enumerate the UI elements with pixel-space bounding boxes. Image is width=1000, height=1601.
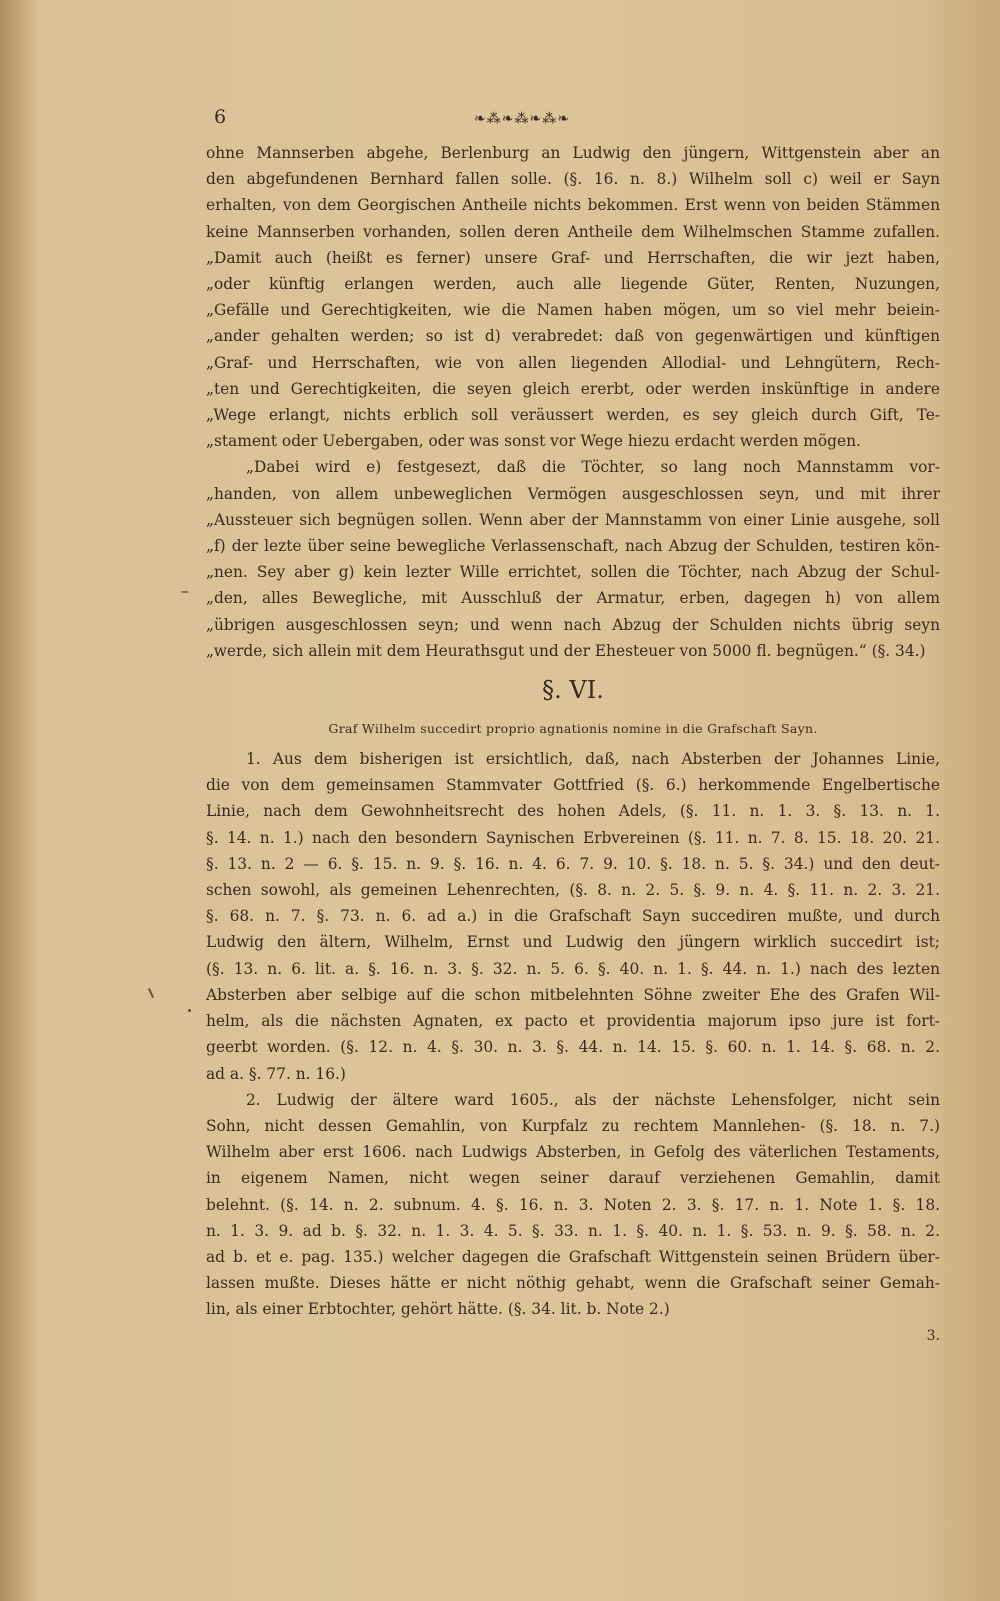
paragraph-1 — [206, 140, 940, 454]
text-line: „f) der lezte über seine bewegliche Verlassenschaft, nach Abzug der Schulden, testiren kön- — [206, 537, 940, 556]
text-line: ad a. §. 77. n. 16.) — [206, 1064, 346, 1083]
text-line: (§. 13. n. 6. lit. a. §. 16. n. 3. §. 32. n. 5. 6. §. 40. n. 1. §. 44. n. 1.) nach des lezten — [206, 959, 940, 978]
text-line: schen sowohl, als gemeinen Lehenrechten, (§. 8. n. 2. 5. §. 9. n. 4. §. 11. n. 2. 3. 21. — [206, 881, 940, 900]
paragraph-2 — [206, 454, 940, 664]
text-line: „übrigen ausgeschlossen seyn; und wenn nach Abzug der Schulden nichts übrig seyn — [206, 615, 940, 634]
text-line: „Graf- und Herrschaften, wie von allen liegenden Allodial- und Lehngütern, Rech- — [206, 353, 940, 372]
text-line: ohne Mannserben abgehe, Berlenburg an Ludwig den jüngern, Wittgenstein aber an — [206, 144, 940, 162]
text-line: keine Mannserben vorhanden, sollen deren Antheile dem Wilhelmschen Stamme zufallen. — [206, 222, 940, 241]
text-line: §. 13. n. 2 — 6. §. 15. n. 9. §. 16. n. 4. 6. 7. 9. 10. §. 18. n. 5. §. 34.) und den deut- — [206, 854, 940, 873]
catchword: 3. — [926, 1327, 940, 1344]
margin-dot — [188, 1009, 191, 1012]
text-line: Linie, nach dem Gewohnheitsrecht des hohen Adels, (§. 11. n. 1. 3. §. 13. n. 1. — [206, 802, 940, 821]
paragraph-4 — [206, 1087, 940, 1323]
text-line: „ander gehalten werden; so ist d) verabredet: daß von gegenwärtigen und künftigen — [206, 327, 940, 346]
text-line: helm, als die nächsten Agnaten, ex pacto et providentia majorum ipso jure ist fort- — [206, 1012, 940, 1031]
footer-row — [206, 1323, 940, 1349]
text-block — [206, 100, 940, 1349]
text-line: „Gefälle und Gerechtigkeiten, wie die Namen haben mögen, um so viel mehr beiein- — [206, 301, 940, 320]
paragraph-3 — [206, 746, 940, 1087]
text-line: Sohn, nicht dessen Gemahlin, von Kurpfalz zu rechtem Mannlehen- (§. 18. n. 7.) — [206, 1116, 940, 1135]
text-line: Absterben aber selbige auf die schon mitbelehnten Söhne zweiter Ehe des Grafen Wil- — [206, 985, 940, 1004]
text-line: §. 14. n. 1.) nach den besondern Saynischen Erbvereinen (§. 11. n. 7. 8. 15. 18. 20. 21. — [206, 828, 940, 847]
text-line: lin, als einer Erbtochter, gehört hätte. (§. 34. lit. b. Note 2.) — [206, 1300, 670, 1319]
text-line: 2. Ludwig der ältere ward 1605., als der nächste Lehensfolger, nicht sein — [246, 1090, 940, 1109]
text-line: lassen mußte. Dieses hätte er nicht nöthig gehabt, wenn die Grafschaft seiner Gemah- — [206, 1274, 940, 1293]
header-ornament: ❧⁂❧⁂❧⁂❧ — [474, 111, 570, 127]
text-line: den abgefundenen Bernhard fallen solle. (§. 16. n. 8.) Wilhelm soll c) weil er Sayn — [206, 170, 940, 189]
text-line: „nen. Sey aber g) kein lezter Wille errichtet, sollen die Töchter, nach Abzug der Schul- — [206, 563, 940, 582]
section-heading: §. VI. — [542, 676, 604, 705]
margin-tick — [148, 988, 154, 998]
text-line: Ludwig den ältern, Wilhelm, Ernst und Ludwig den jüngern wirklich succedirt ist; — [206, 933, 940, 952]
page-header — [206, 100, 940, 140]
text-line: „handen, von allem unbeweglichen Vermögen ausgeschlossen seyn, und mit ihrer — [206, 484, 940, 503]
text-line: erhalten, von dem Georgischen Antheile nichts bekommen. Erst wenn von beiden Stämmen — [206, 196, 940, 215]
text-line: geerbt worden. (§. 12. n. 4. §. 30. n. 3. §. 44. n. 14. 15. §. 60. n. 1. 14. §. 68. n. 2. — [206, 1038, 940, 1057]
text-line: belehnt. (§. 14. n. 2. subnum. 4. §. 16. n. 3. Noten 2. 3. §. 17. n. 1. Note 1. §. 18. — [206, 1195, 940, 1214]
text-line: 1. Aus dem bisherigen ist ersichtlich, daß, nach Absterben der Johannes Linie, — [246, 750, 940, 769]
text-line: „stament oder Uebergaben, oder was sonst vor Wege hiezu erdacht werden mögen. — [206, 432, 861, 451]
text-line: „ten und Gerechtigkeiten, die seyen gleich ererbt, oder werden inskünftige in andere — [206, 379, 940, 398]
text-line: ad b. et e. pag. 135.) welcher dagegen die Grafschaft Wittgenstein seinen Brüdern über- — [206, 1247, 940, 1266]
text-line: in eigenem Namen, nicht wegen seiner darauf verziehenen Gemahlin, damit — [206, 1169, 940, 1188]
text-line: n. 1. 3. 9. ad b. §. 32. n. 1. 3. 4. 5. §. 33. n. 1. §. 40. n. 1. §. 53. n. 9. §. 58. n. 2. — [206, 1221, 940, 1240]
text-line: die von dem gemeinsamen Stammvater Gottfried (§. 6.) herkommende Engelbertische — [206, 776, 940, 795]
text-line: „werde, sich allein mit dem Heurathsgut und der Ehesteuer von 5000 fl. begnügen.“ (§. 34.) — [206, 641, 926, 660]
section-subtitle: Graf Wilhelm succedirt proprio agnationis nomine in die Grafschaft Sayn. — [328, 721, 818, 737]
page-spine-shadow — [0, 0, 38, 1601]
page-number: 6 — [214, 106, 227, 128]
text-line: „Wege erlangt, nichts erblich soll veräussert werden, es sey gleich durch Gift, Te- — [206, 406, 940, 425]
text-line: „Damit auch (heißt es ferner) unsere Graf- und Herrschaften, die wir jezt haben, — [206, 248, 940, 267]
text-line: „oder künftig erlangen werden, auch alle liegende Güter, Renten, Nuzungen, — [206, 275, 940, 294]
margin-mark: – — [181, 581, 189, 600]
text-line: §. 68. n. 7. §. 73. n. 6. ad a.) in die Grafschaft Sayn succediren mußte, und durch — [206, 907, 940, 926]
text-line: „den, alles Bewegliche, mit Ausschluß der Armatur, erben, dagegen h) von allem — [206, 589, 940, 608]
text-line: „Dabei wird e) festgesezt, daß die Töchter, so lang noch Mannstamm vor- — [246, 458, 940, 477]
text-line: „Aussteuer sich begnügen sollen. Wenn aber der Mannstamm von einer Linie ausgehe, soll — [206, 510, 940, 529]
text-line: Wilhelm aber erst 1606. nach Ludwigs Absterben, in Gefolg des väterlichen Testaments, — [206, 1143, 940, 1162]
